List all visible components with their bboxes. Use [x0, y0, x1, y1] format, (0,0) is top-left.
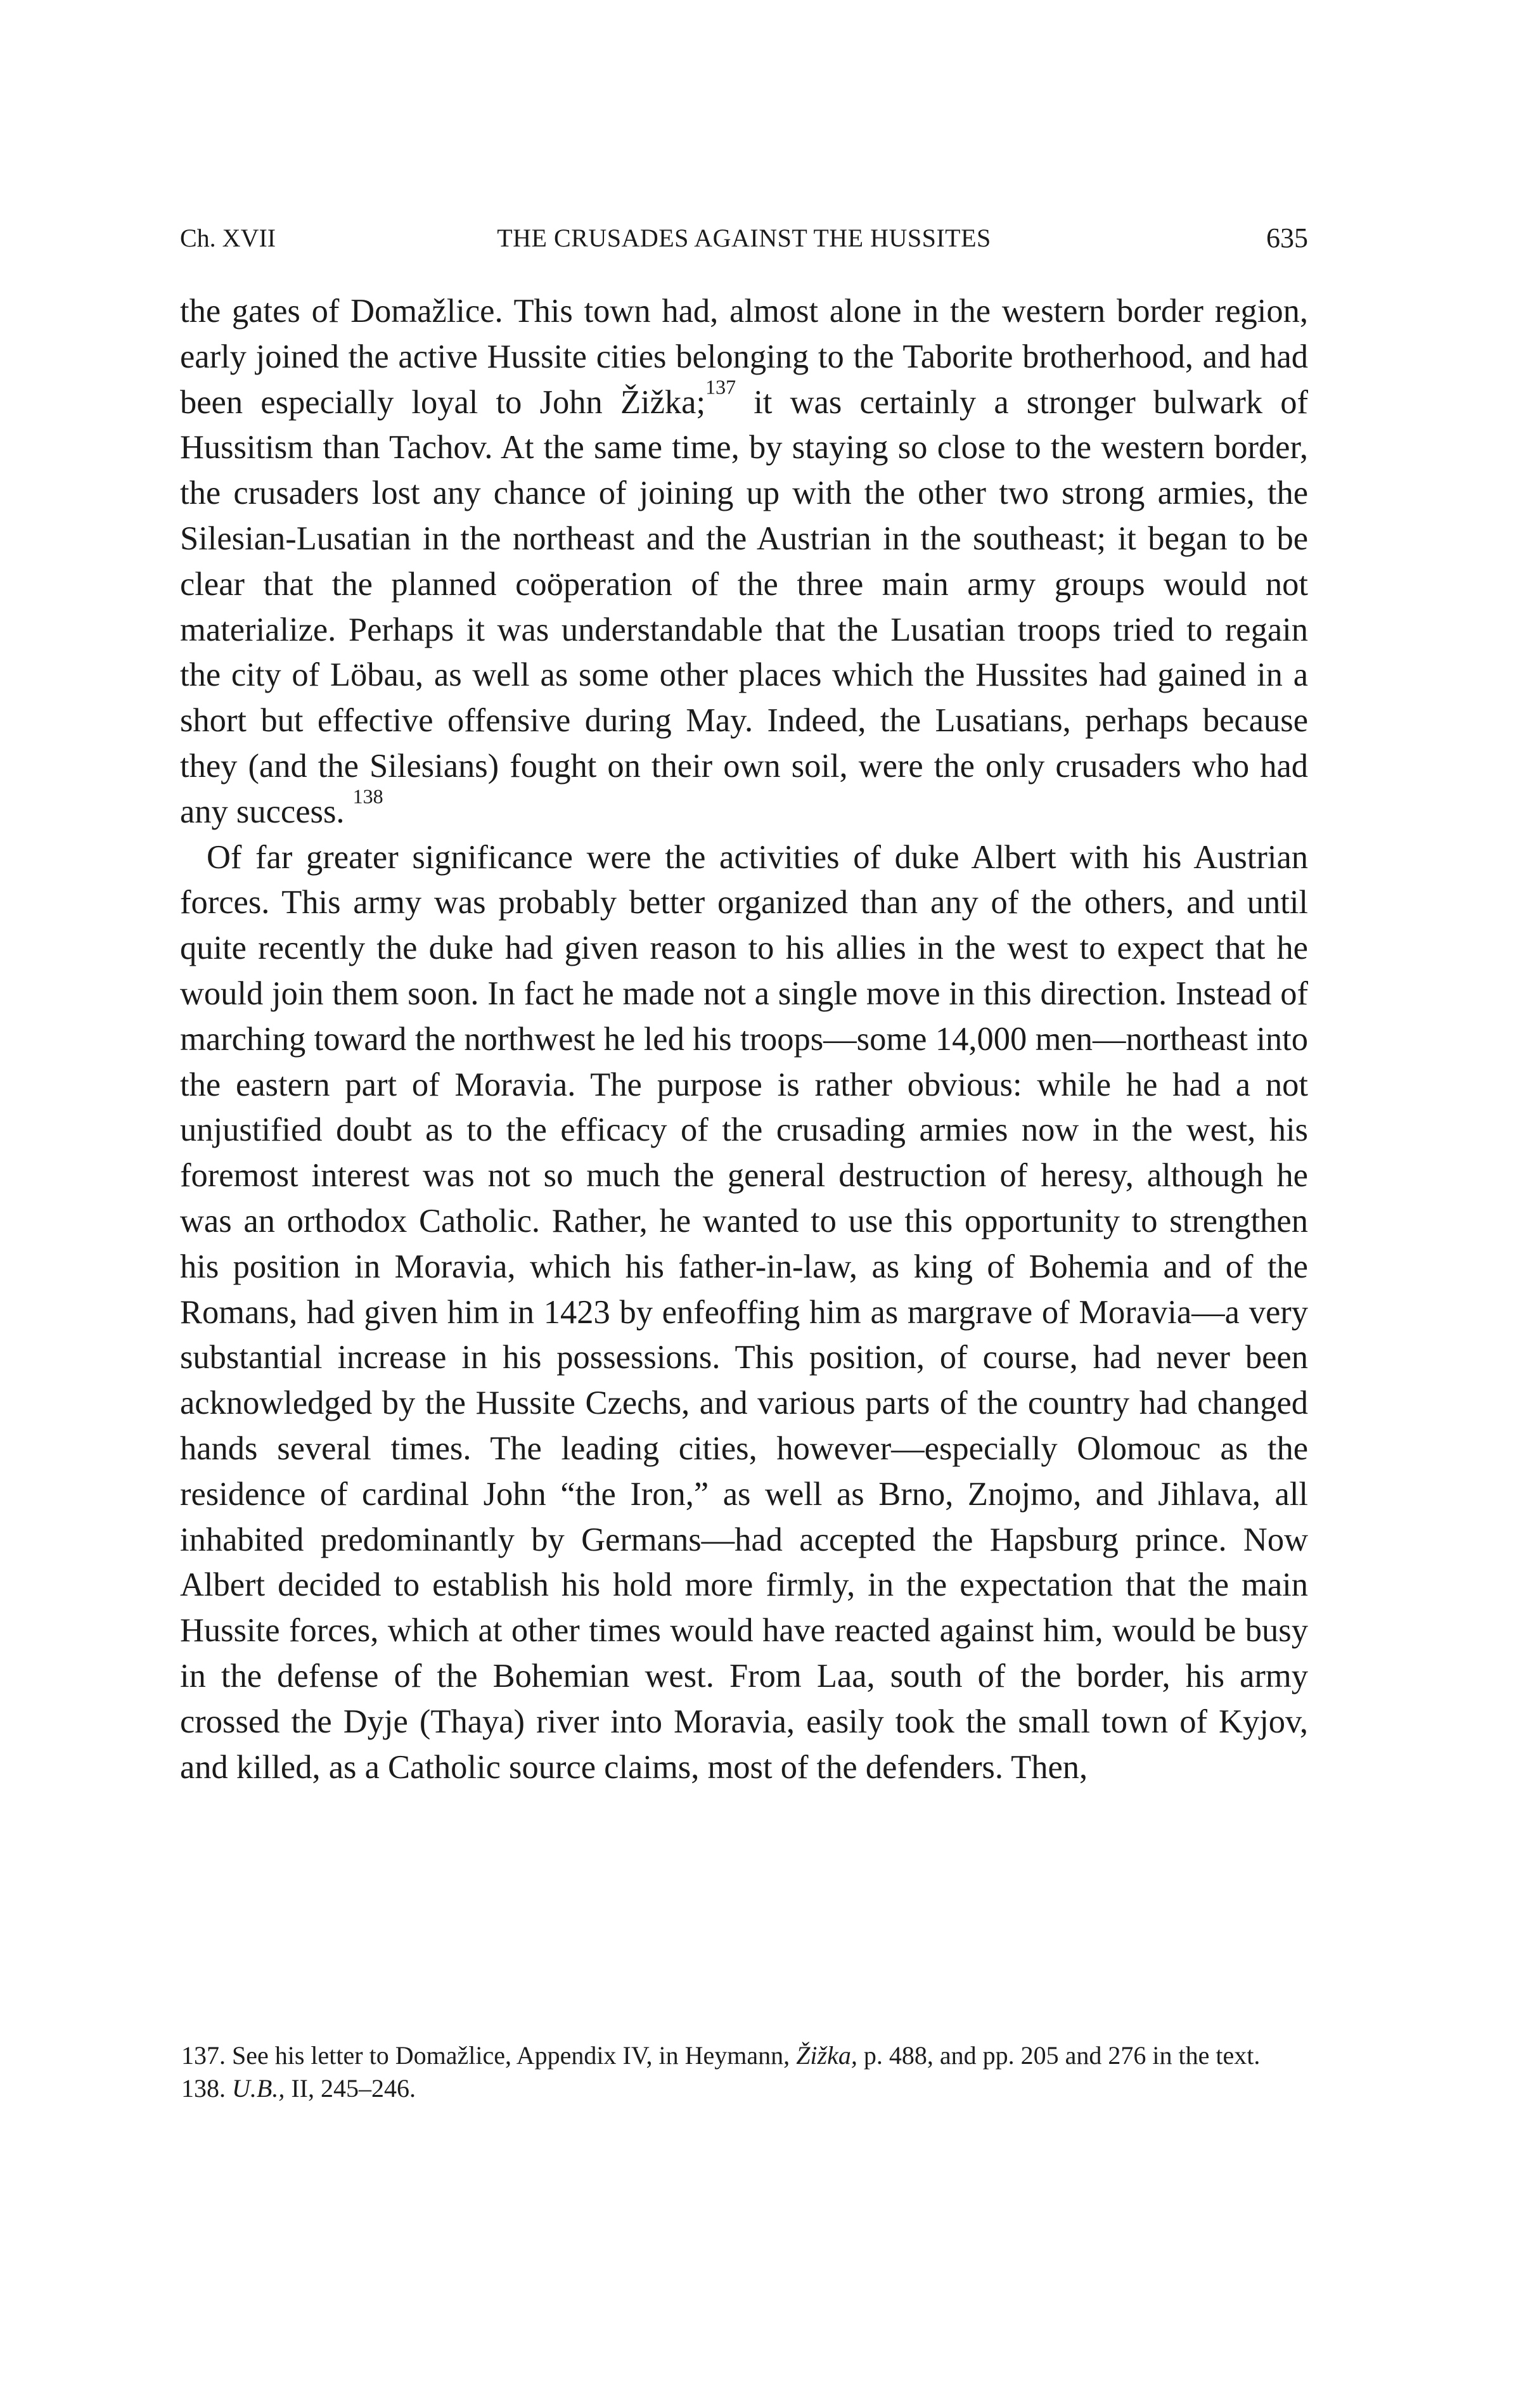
- running-title: THE CRUSADES AGAINST THE HUSSITES: [497, 224, 991, 252]
- running-head: [180, 219, 1308, 257]
- chapter-label: Ch. XVII: [180, 224, 276, 252]
- footnote-138-italic: U.B.,: [232, 2074, 285, 2103]
- footnote-137-italic: Žižka,: [796, 2041, 857, 2070]
- footnote-138-number: 138.: [181, 2074, 226, 2103]
- page-number: 635: [1266, 222, 1308, 253]
- footnotes: [166, 2039, 1307, 2105]
- paragraph-1-text-a: the gates of Domažlice. This town had, almost alone in the western border region, early joined the active Hussite cities belonging to the Taborite brotherhood, and had been especially loyal to John Žižka;: [180, 293, 1308, 421]
- footnote-137-tail: p. 488, and pp. 205 and 276 in the text.: [863, 2041, 1261, 2070]
- paragraph-2: Of far greater significance were the activities of duke Albert with his Austrian forces. This army was probably better organized than any of the others, and until quite recently the duke had given reason to his allies in the west to expect that he would join them soon. In fact he made not a single move in this direction. Instead of marching toward the northwest he led his troops—some 14,000 men—northeast into the eastern part of Moravia. The purpose is rather obvious: while he had a not unjustified doubt as to the efficacy of the crusading armies now in the west, his foremost interest was not so much the general destruction of heresy, although he was an orthodox Catholic. Rather, he wanted to use this opportunity to strengthen his position in Moravia, which his father-in-law, as king of Bohemia and of the Romans, had given him in 1423 by enfeoffing him as margrave of Moravia—a very substantial increase in his possessions. This position, of course, had never been acknowledged by the Hussite Czechs, and various parts of the country had changed hands several times. The leading cities, however—especially Olomouc as the residence of cardinal John “the Iron,” as well as Brno, Znojmo, and Jihlava, all inhabited predominantly by Germans—had accepted the Hapsburg prince. Now Albert decided to establish his hold more firmly, in the expectation that the main Hussite forces, which at other times would have reacted against him, would be busy in the defense of the Bohemian west. From Laa, south of the border, his army crossed the Dyje (Thaya) river into Moravia, easily took the small town of Kyjov, and killed, as a Catholic source claims, most of the defenders. Then,: [180, 838, 1308, 1786]
- footnote-ref-138: 138: [352, 785, 383, 808]
- footnote-137-text: 137. See his letter to Domažlice, Appendix IV, in Heymann,: [181, 2041, 790, 2070]
- paragraph-1-text-b: it was certainly a stronger bulwark of Hussitism than Tachov. At the same time, by staying so close to the western border, the crusaders lost any chance of joining up with the other two strong armies, the Silesian-Lusatian in the northeast and the Austrian in the southeast; it began to be clear that the planned coöperation of the three main army groups would not materialize. Perhaps it was understandable that the Lusatian troops tried to regain the city of Löbau, as well as some other places which the Hussites had gained in a short but effective offensive during May. Indeed, the Lusatians, perhaps because they (and the Silesians) fought on their own soil, were the only crusaders who had any success.: [180, 383, 1309, 830]
- footnote-ref-137: 137: [705, 375, 736, 399]
- footnote-137: [166, 2039, 1307, 2072]
- footnote-138: [166, 2072, 1307, 2105]
- footnote-138-tail: II, 245–246.: [291, 2074, 416, 2103]
- main-text: [180, 289, 1308, 1790]
- paragraph-1: [180, 289, 1308, 835]
